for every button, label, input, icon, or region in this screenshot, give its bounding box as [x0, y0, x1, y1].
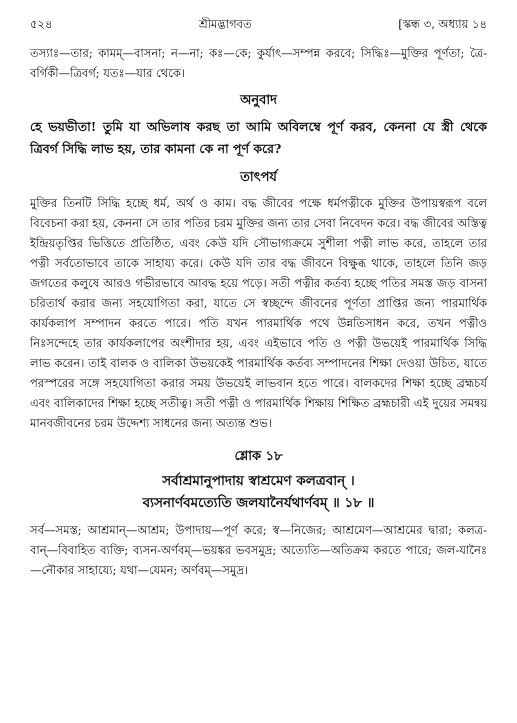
word-meanings-top: তস্যাঃ—তার; কামম্—বাসনা; ন—না; কঃ—কে; কুর্যাৎ—সম্পন্ন করবে; সিদ্ধিঃ—মুক্তির পূর্ণতা; ত্রৈ-বর্গিকী—ত্রিবর্গ; যতঃ—যার থেকে।	[30, 46, 487, 80]
translation-heading: অনুবাদ	[240, 93, 277, 108]
chapter-reference: [স্কন্ধ ৩, অধ্যায় ১৪	[398, 17, 487, 31]
word-meanings-bottom: সর্ব—সমস্ত; আশ্রমান্—আশ্রম; উপাদায়—পূর্ণ করে; স্ব—নিজের; আশ্রমেণ—আশ্রমের দ্বারা; কলত্র-বান্—বিবাহিত ব্যক্তি; ব্যসন-অর্ণবম্—ভয়ঙ্কর ভবসমুদ্র; অত্যেতি—অতিক্রম করতে পারে; জল-যানৈঃ—নৌকার সাহায্যে; যথা—যেমন; অর্ণবম্—সমুদ্র।	[30, 523, 487, 577]
page-header	[30, 16, 487, 35]
verse-heading: শ্লোক ১৮	[234, 449, 283, 464]
translation-text: হে ভয়ভীতা! তুমি যা অভিলাষ করছ তা আমি অবিলম্বে পূর্ণ করব, কেননা যে স্ত্রী থেকে ত্রিবর্গ সিদ্ধি লাভ হয়, তার কামনা কে না পূর্ণ করে?	[30, 119, 487, 156]
page-number: ৫২৪	[30, 17, 53, 31]
verse-line-1: সর্বাশ্রমানুপাদায় স্বাশ্রমেণ কলত্রবান্ ।	[162, 473, 355, 489]
purport-heading: তাৎপর্য	[240, 170, 277, 185]
book-title: শ্রীমদ্ভাগবত	[198, 17, 252, 31]
purport-text: মুক্তির তিনটি সিদ্ধি হচ্ছে ধর্ম, অর্থ ও কাম। বদ্ধ জীবের পক্ষে ধর্মপত্নীকে মুক্তির উপায়স্বরূপ বলে বিবেচনা করা হয়, কেননা সে তার পতির চরম মুক্তির জন্য তার সেবা নিবেদন করে। বদ্ধ জীবের অস্তিত্ব ইন্দ্রিয়তৃপ্তির ভিত্তিতে প্রতিষ্ঠিত, এবং কেউ যদি সৌভাগ্যক্রমে সুশীলা পত্নী লাভ করে, তাহলে তার পত্নী সর্বতোভাবে তাকে সাহায্য করে। কেউ যদি তার বদ্ধ জীবনে বিক্ষুব্ধ থাকে, তাহলে তিনি জড় জগতের কলুষে আরও গভীরভাবে আবদ্ধ হয়ে পড়ে। সতী পত্নীর কর্তব্য হচ্ছে পতির সমস্ত জড় বাসনা চরিতার্থ করার জন্য সহযোগিতা করা, যাতে সে স্বচ্ছন্দে জীবনের পূর্ণতা প্রাপ্তির জন্য পারমার্থিক কার্যকলাপ সম্পাদন করতে পারে। পতি যখন পারমার্থিক পথে উন্নতিসাধন করে, তখন পত্নীও নিঃসন্দেহে তার কার্যকলাপের অংশীদার হয়, এবং এইভাবে পতি ও পত্নী উভয়েই পারমার্থিক সিদ্ধি লাভ করেন। তাই বালক ও বালিকা উভয়কেই পারমার্থিক কর্তব্য সম্পাদনের শিক্ষা দেওয়া উচিত, যাতে পরস্পরের সঙ্গে সহযোগিতা করার সময় উভয়েই লাভবান হতে পারে। বালকদের শিক্ষা হচ্ছে ব্রহ্মচর্য এবং বালিকাদের শিক্ষা হচ্ছে সতীত্ব। সতী পত্নী ও পারমার্থিক শিক্ষায় শিক্ষিত ব্রহ্মচারী এই দুয়ের সমন্বয় মানবজীবনের চরম উদ্দেশ্য সাধনের জন্য অত্যন্ত শুভ।	[30, 196, 487, 430]
verse-line-2: ব্যসনার্ণবমত্যেতি জলযানৈর্যথার্ণবম্ ॥ ১৮ ॥	[142, 495, 375, 511]
